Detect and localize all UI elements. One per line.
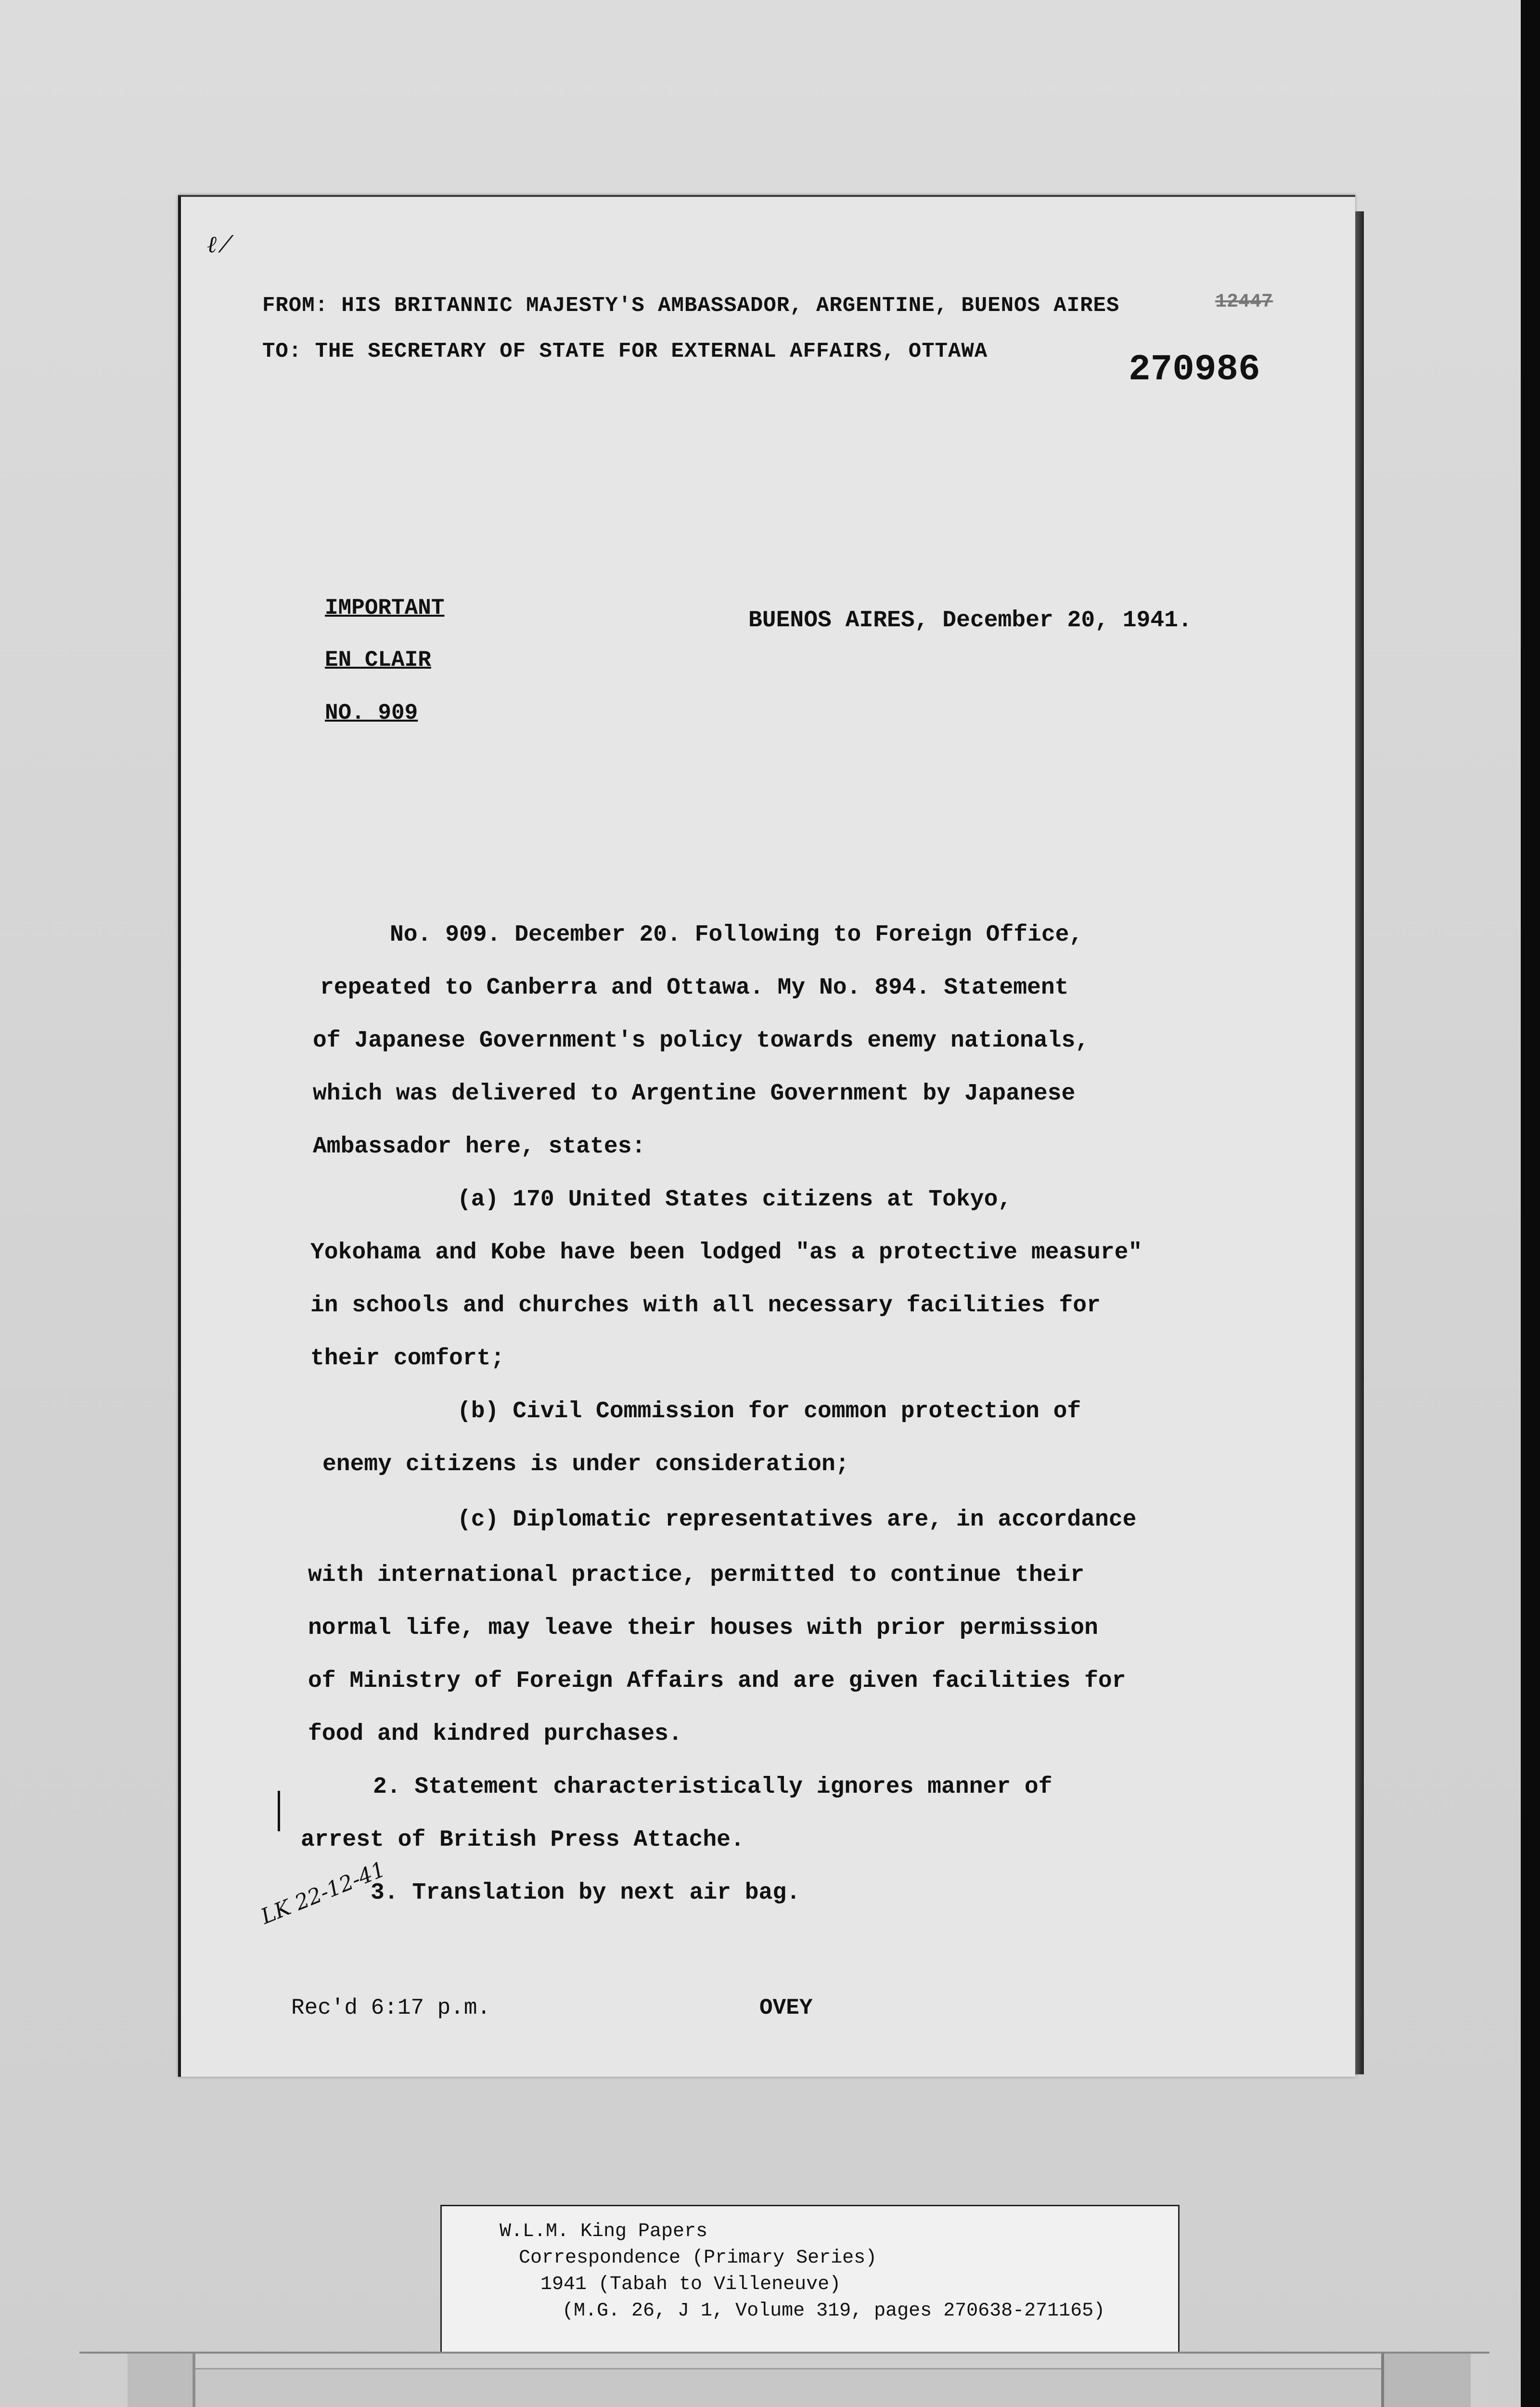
scan-right-edge [1521,0,1540,2407]
place-date: BUENOS AIRES, December 20, 1941. [748,608,1192,634]
archive-reference-card [440,2205,1180,2367]
body-line: (c) Diplomatic representatives are, in accordance [457,1507,1137,1533]
document-edge-shadow [1355,211,1364,2074]
archives-plaque [79,2352,1489,2407]
body-line: repeated to Canberra and Ottawa. My No. 894. Statement [320,975,1069,1001]
stamp-number: 12447 [1215,291,1273,313]
priority-mark: IMPORTANT [325,595,445,621]
body-line: (a) 170 United States citizens at Tokyo, [457,1187,1012,1213]
plaque-left-frame [128,2354,195,2407]
series-name: Correspondence (Primary Series) [519,2247,877,2269]
plaque-right-frame [1381,2354,1471,2407]
handwritten-initials: LK 22-12-41 [257,1857,389,1929]
body-line: their comfort; [310,1346,505,1372]
body-line: Yokohama and Kobe have been lodged "as a protective measure" [310,1240,1142,1266]
margin-pencil-line [278,1791,280,1831]
mode-mark: EN CLAIR [325,647,431,673]
file-range: 1941 (Tabah to Villeneuve) [540,2274,841,2295]
body-line: of Japanese Government's policy towards enemy nationals, [313,1028,1090,1054]
body-line: (b) Civil Commission for common protection of [457,1398,1081,1424]
collection-name: W.L.M. King Papers [500,2221,708,2242]
plaque-panel [192,2368,1396,2407]
from-line: FROM: HIS BRITANNIC MAJESTY'S AMBASSADOR, ARGENTINE, BUENOS AIRES [262,294,1120,318]
body-line: enemy citizens is under consideration; [322,1451,849,1477]
to-line: TO: THE SECRETARY OF STATE FOR EXTERNAL AFFAIRS, OTTAWA [262,339,988,363]
body-line: normal life, may leave their houses with prior permission [308,1615,1098,1641]
body-line: in schools and churches with all necessary facilities for [310,1293,1101,1319]
sender-code: OVEY [759,1995,813,2020]
volume-reference: (M.G. 26, J 1, Volume 319, pages 270638-271165) [562,2300,1105,2322]
received-time: Rec'd 6:17 p.m. [291,1995,491,2020]
document-number: 270986 [1129,349,1260,390]
body-line: Ambassador here, states: [313,1134,646,1160]
body-line: 2. Statement characteristically ignores manner of [373,1774,1052,1800]
body-line: which was delivered to Argentine Government by Japanese [313,1081,1076,1107]
number-mark: NO. 909 [325,700,418,725]
body-line: arrest of British Press Attache. [301,1827,744,1853]
body-line: 3. Translation by next air bag. [371,1880,800,1906]
corner-pencil-mark: ℓ ⁄ [207,231,228,258]
body-line: No. 909. December 20. Following to Foreign Office, [390,922,1083,948]
body-line: food and kindred purchases. [308,1721,682,1747]
body-line: with international practice, permitted to continue their [308,1562,1085,1588]
body-line: of Ministry of Foreign Affairs and are given facilities for [308,1668,1126,1694]
